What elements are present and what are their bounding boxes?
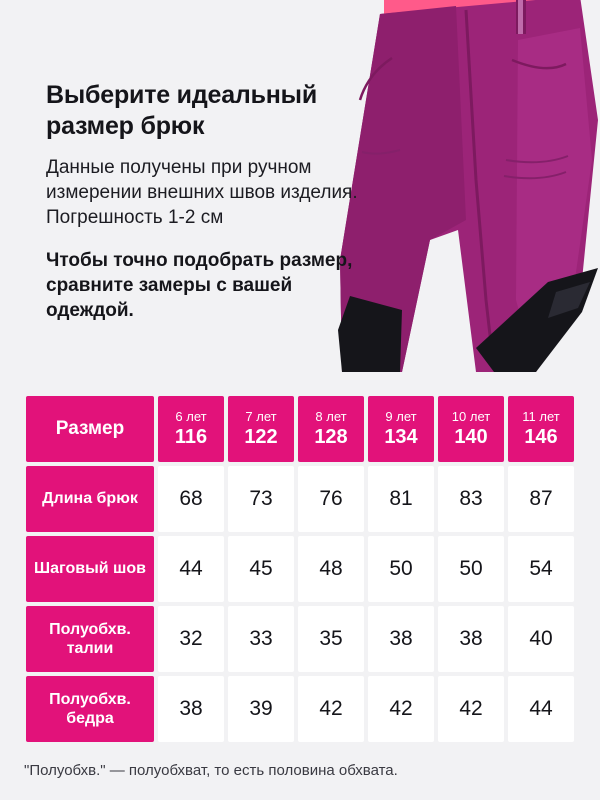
table-row	[26, 536, 574, 602]
header-col-0-age: 6 лет	[175, 409, 207, 425]
cell-2-1: 33	[228, 606, 294, 672]
header-col-3-age: 9 лет	[385, 409, 417, 425]
size-table-body	[26, 466, 574, 742]
cell-0-2: 76	[298, 466, 364, 532]
cell-0-0: 68	[158, 466, 224, 532]
row-label-2: Полуобхв. талии	[26, 606, 154, 672]
header-col-4-size: 140	[454, 425, 488, 448]
cell-3-1: 39	[228, 676, 294, 742]
header-col-5-size: 146	[524, 425, 558, 448]
header-col-1-size: 122	[244, 425, 278, 448]
cell-1-0: 44	[158, 536, 224, 602]
header-col-3	[368, 396, 434, 462]
cell-0-3: 81	[368, 466, 434, 532]
table-row	[26, 676, 574, 742]
cell-1-4: 50	[438, 536, 504, 602]
cell-3-2: 42	[298, 676, 364, 742]
header-corner-label: Размер	[26, 396, 154, 462]
row-label-3: Полуобхв. бедра	[26, 676, 154, 742]
header-col-2-age: 8 лет	[315, 409, 347, 425]
row-label-0: Длина брюк	[26, 466, 154, 532]
headline-block	[46, 80, 376, 323]
cell-0-4: 83	[438, 466, 504, 532]
cell-0-5: 87	[508, 466, 574, 532]
page-title: Выберите идеальный размер брюк	[46, 81, 317, 140]
cell-2-3: 38	[368, 606, 434, 672]
header-col-2	[298, 396, 364, 462]
size-table-wrapper	[22, 392, 578, 746]
cell-1-2: 48	[298, 536, 364, 602]
cell-1-5: 54	[508, 536, 574, 602]
cell-2-0: 32	[158, 606, 224, 672]
cell-2-4: 38	[438, 606, 504, 672]
cell-1-3: 50	[368, 536, 434, 602]
table-row	[26, 606, 574, 672]
measurement-note: Чтобы точно подобрать размер, сравните замеры с вашей одеждой.	[46, 250, 353, 322]
header-col-4-age: 10 лет	[451, 409, 491, 425]
header-col-5	[508, 396, 574, 462]
cell-2-5: 40	[508, 606, 574, 672]
header-col-1-age: 7 лет	[245, 409, 277, 425]
table-row	[26, 466, 574, 532]
header-col-3-size: 134	[384, 425, 418, 448]
size-table	[22, 392, 578, 746]
cell-1-1: 45	[228, 536, 294, 602]
header-col-2-size: 128	[314, 425, 348, 448]
header-col-0-size: 116	[174, 425, 208, 448]
hero-section	[0, 0, 600, 380]
header-col-1	[228, 396, 294, 462]
cell-2-2: 35	[298, 606, 364, 672]
cell-3-5: 44	[508, 676, 574, 742]
measurement-description: Данные получены при ручном измерении внешних швов изделия. Погрешность 1-2 см	[46, 157, 358, 229]
header-col-5-age: 11 лет	[522, 409, 560, 425]
cell-3-0: 38	[158, 676, 224, 742]
header-col-4	[438, 396, 504, 462]
header-col-0	[158, 396, 224, 462]
cell-0-1: 73	[228, 466, 294, 532]
cell-3-3: 42	[368, 676, 434, 742]
cell-3-4: 42	[438, 676, 504, 742]
footnote: "Полуобхв." — полуобхват, то есть половина обхвата.	[24, 762, 398, 779]
size-table-head	[26, 396, 574, 462]
row-label-1: Шаговый шов	[26, 536, 154, 602]
table-header-row	[26, 396, 574, 462]
